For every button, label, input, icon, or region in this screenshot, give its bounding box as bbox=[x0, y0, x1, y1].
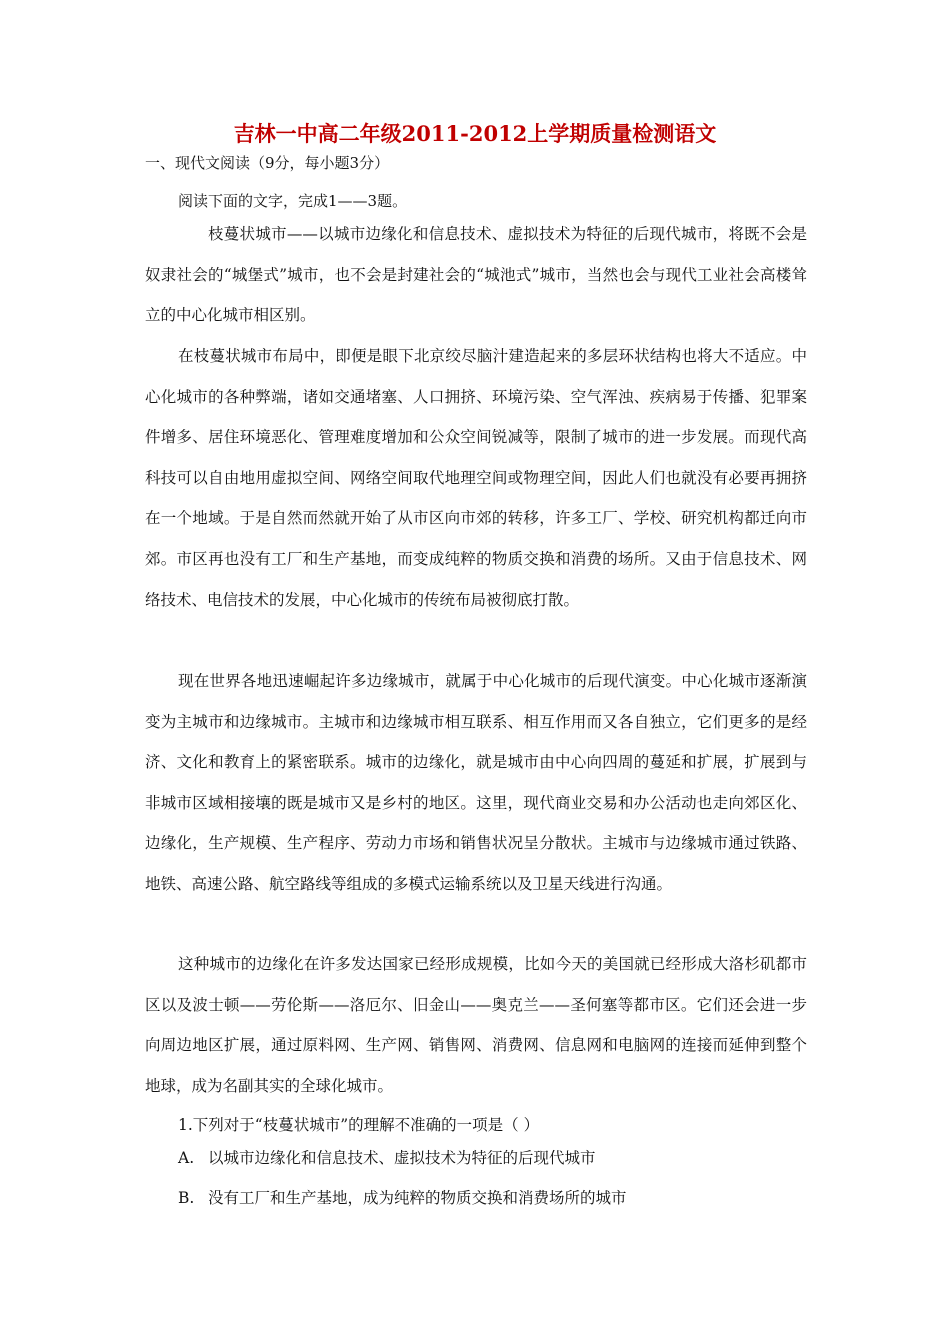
section-heading: 一、现代文阅读（9分，每小题3分） bbox=[145, 154, 390, 172]
paragraph-2: 在枝蔓状城市布局中，即便是眼下北京绞尽脑汁建造起来的多层环状结构也将大不适应。中心化城市的各种弊端，诸如交通堵塞、人口拥挤、环境污染、空气浑浊、疾病易于传播、犯罪案件增多、居住环境恶化、管理难度增加和公众空间锐减等，限制了城市的进一步发展。而现代高科技可以自由地用虚拟空间、网络空间取代地理空间或物理空间，因此人们也就没有必要再拥挤在一个地域。于是自然而然就开始了从市区向市郊的转移，许多工厂、学校、研究机构都迁向市郊。市区再也没有工厂和生产基地，而变成纯粹的物质交换和消费的场所。又由于信息技术、网络技术、电信技术的发展，中心化城市的传统布局被彻底打散。 bbox=[145, 347, 807, 609]
paragraph-4: 这种城市的边缘化在许多发达国家已经形成规模，比如今天的美国就已经形成大洛杉矶都市区以及波士顿——劳伦斯——洛厄尔、旧金山——奥克兰——圣何塞等都市区。它们还会进一步向周边地区扩展，通过原料网、生产网、销售网、消费网、信息网和电脑网的连接而延伸到整个地球，成为名副其实的全球化城市。 bbox=[145, 955, 807, 1095]
option-b-letter: B. bbox=[178, 1189, 195, 1207]
question-1-stem: 1.下列对于“枝蔓状城市”的理解不准确的一项是（ ） bbox=[178, 1116, 540, 1134]
option-b bbox=[178, 1186, 627, 1208]
option-a bbox=[178, 1146, 596, 1168]
option-a-text: 以城市边缘化和信息技术、虚拟技术为特征的后现代城市 bbox=[208, 1149, 596, 1167]
option-a-letter: A. bbox=[178, 1149, 195, 1167]
paragraph-1: 枝蔓状城市——以城市边缘化和信息技术、虚拟技术为特征的后现代城市，将既不会是奴隶社会的“城堡式”城市，也不会是封建社会的“城池式”城市，当然也会与现代工业社会高楼耸立的中心化城市相区别。 bbox=[145, 225, 807, 325]
paragraph-3: 现在世界各地迅速崛起许多边缘城市，就属于中心化城市的后现代演变。中心化城市逐渐演变为主城市和边缘城市。主城市和边缘城市相互联系、相互作用而又各自独立，它们更多的是经济、文化和教育上的紧密联系。城市的边缘化，就是城市由中心向四周的蔓延和扩展，扩展到与非城市区域相接壤的既是城市又是乡村的地区。这里，现代商业交易和办公活动也走向郊区化、边缘化，生产规模、生产程序、劳动力市场和销售状况呈分散状。主城市与边缘城市通过铁路、地铁、高速公路、航空路线等组成的多模式运输系统以及卫星天线进行沟通。 bbox=[145, 672, 807, 893]
option-b-text: 没有工厂和生产基地，成为纯粹的物质交换和消费场所的城市 bbox=[208, 1189, 627, 1207]
document-title: 吉林一中高二年级2011-2012上学期质量检测语文 bbox=[233, 121, 717, 146]
reading-instruction: 阅读下面的文字，完成1——3题。 bbox=[178, 192, 408, 210]
